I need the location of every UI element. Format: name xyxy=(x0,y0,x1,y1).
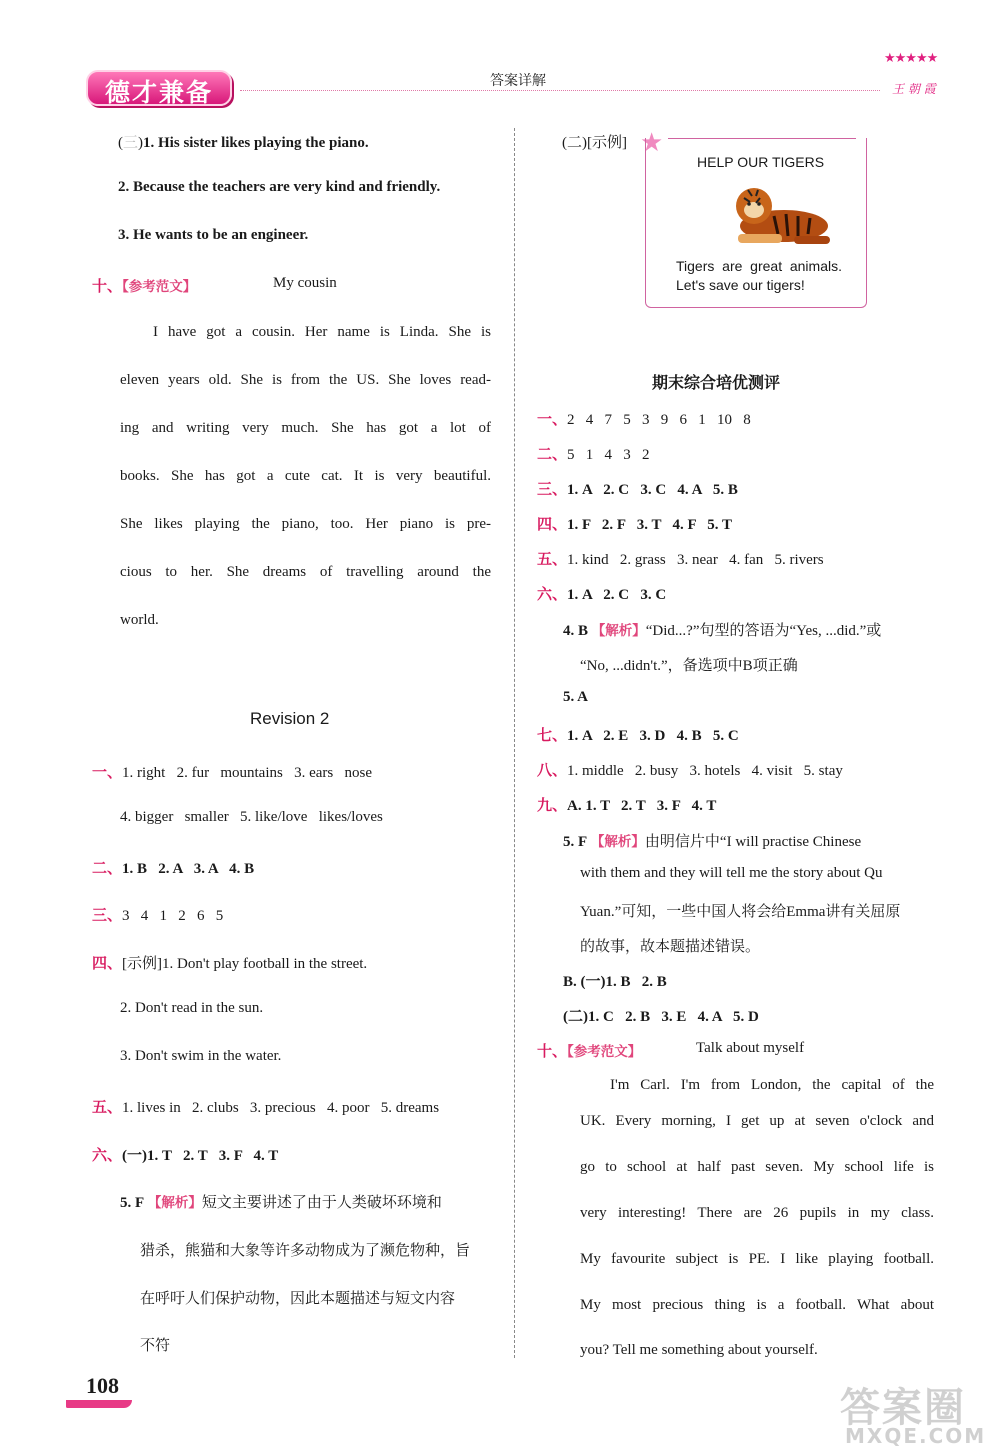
answer-line: 六、1. A 2. C 3. C xyxy=(537,587,667,603)
answer-line: 5. A xyxy=(563,689,589,705)
stars-icon: ★★★★★ xyxy=(884,50,938,65)
answer-line: (二)[示例] xyxy=(562,135,627,151)
essay-title: My cousin xyxy=(273,275,337,291)
essay-line: you? Tell me something about yourself. xyxy=(580,1342,818,1358)
section-title: 期末综合培优测评 xyxy=(652,373,781,392)
essay-line: cious to her. She dreams of travelling around the xyxy=(120,564,491,580)
answer-line: 一、2 4 7 5 3 9 6 1 10 8 xyxy=(537,412,751,428)
essay-line: I'm Carl. I'm from London, the capital of the xyxy=(610,1077,934,1093)
publisher-logo: 王 朝 霞 xyxy=(892,82,936,96)
answer-line: 2. Because the teachers are very kind and friendly. xyxy=(118,179,441,195)
answer-line: with them and they will tell me the story about Qu xyxy=(580,865,883,881)
watermark-bottom: MXQE.COM xyxy=(845,1424,987,1448)
answer-line: 三、1. A 2. C 3. C 4. A 5. B xyxy=(537,482,738,498)
essay-line: ing and writing very much. She has got a lot of xyxy=(120,420,491,436)
poster-line: Tigers are great animals. xyxy=(676,258,842,274)
answer-line: B. (一)1. B 2. B xyxy=(563,974,667,990)
answer-line: 三、3 4 1 2 6 5 xyxy=(92,908,224,924)
answer-line: 2. Don't read in the sun. xyxy=(120,1000,264,1016)
answer-line: 八、1. middle 2. busy 3. hotels 4. visit 5. stay xyxy=(537,763,843,779)
watermark-top: 答案圈 xyxy=(840,1385,966,1431)
essay-title: Talk about myself xyxy=(696,1040,805,1056)
answer-line: 3. He wants to be an engineer. xyxy=(118,227,309,243)
page-number: 108 xyxy=(86,1373,119,1398)
answer-line: 一、1. right 2. fur mountains 3. ears nose xyxy=(92,765,372,781)
essay-line: very interesting! There are 26 pupils in my class. xyxy=(580,1205,934,1221)
essay-line: world. xyxy=(120,612,159,628)
answer-line: “No, ...didn't.”，备选项中B项正确 xyxy=(580,658,798,674)
answer-line: 4. bigger smaller 5. like/love likes/loves xyxy=(120,809,383,825)
answer-line: 五、1. lives in 2. clubs 3. precious 4. poor 5. dreams xyxy=(92,1100,440,1116)
answer-line: (三)1. His sister likes playing the piano. xyxy=(118,135,369,151)
tiger-image xyxy=(724,176,836,252)
answer-line: 九、A. 1. T 2. T 3. F 4. T xyxy=(537,798,717,814)
answer-line: 4. B 【解析】“Did...?”句型的答语为“Yes, ...did.”或 xyxy=(563,623,882,639)
page-number-swoosh xyxy=(66,1400,132,1408)
answer-line: 5. F 【解析】由明信片中“I will practise Chinese xyxy=(563,834,862,850)
answer-line: 二、1. B 2. A 3. A 4. B xyxy=(92,861,255,877)
answer-line: 3. Don't swim in the water. xyxy=(120,1048,282,1064)
poster-line: Let's save our tigers! xyxy=(676,277,805,293)
section-title: Revision 2 xyxy=(250,709,330,728)
essay-line: My favourite subject is PE. I like playing football. xyxy=(580,1251,934,1267)
star-icon: ★ xyxy=(640,128,664,157)
poster-title: HELP OUR TIGERS xyxy=(697,154,825,170)
essay-line: eleven years old. She is from the US. She loves read- xyxy=(120,372,491,388)
answer-line: 四、1. F 2. F 3. T 4. F 5. T xyxy=(537,517,733,533)
answer-line: 在呼吁人们保护动物，因此本题描述与短文内容 xyxy=(140,1291,456,1307)
column-divider xyxy=(514,128,515,1358)
answer-line: 5. F 【解析】短文主要讲述了由于人类破坏环境和 xyxy=(120,1195,442,1211)
answer-line: 四、[示例]1. Don't play football in the street. xyxy=(92,956,368,972)
answer-line: 二、5 1 4 3 2 xyxy=(537,447,650,463)
section-heading: 十、【参考范文】 xyxy=(92,279,197,295)
answer-line: (二)1. C 2. B 3. E 4. A 5. D xyxy=(563,1009,759,1025)
poster-top-rule xyxy=(668,138,856,139)
essay-line: go to school at half past seven. My school life is xyxy=(580,1159,934,1175)
essay-line: UK. Every morning, I get up at seven o'clock and xyxy=(580,1113,934,1129)
essay-line: She likes playing the piano, too. Her piano is pre- xyxy=(120,516,491,532)
answer-line: Yuan.”可知，一些中国人将会给Emma讲有关屈原 xyxy=(580,904,901,920)
answer-line: 不符 xyxy=(140,1338,171,1354)
answer-line: 五、1. kind 2. grass 3. near 4. fan 5. rivers xyxy=(537,552,824,568)
answer-line: 的故事，故本题描述错误。 xyxy=(580,939,761,955)
brand-logo-text: 德才兼备 xyxy=(104,78,213,107)
answer-line: 七、1. A 2. E 3. D 4. B 5. C xyxy=(537,728,739,744)
header-title: 答案详解 xyxy=(484,70,552,90)
essay-line: books. She has got a cute cat. It is very beautiful. xyxy=(120,468,491,484)
essay-line: My most precious thing is a football. What about xyxy=(580,1297,934,1313)
essay-line: I have got a cousin. Her name is Linda. She is xyxy=(153,324,491,340)
answer-line: 六、(一)1. T 2. T 3. F 4. T xyxy=(92,1148,279,1164)
answer-line: 猎杀，熊猫和大象等许多动物成为了濒危物种，旨 xyxy=(140,1243,471,1259)
header-dotted-rule xyxy=(240,90,880,91)
section-heading: 十、【参考范文】 xyxy=(537,1044,642,1060)
